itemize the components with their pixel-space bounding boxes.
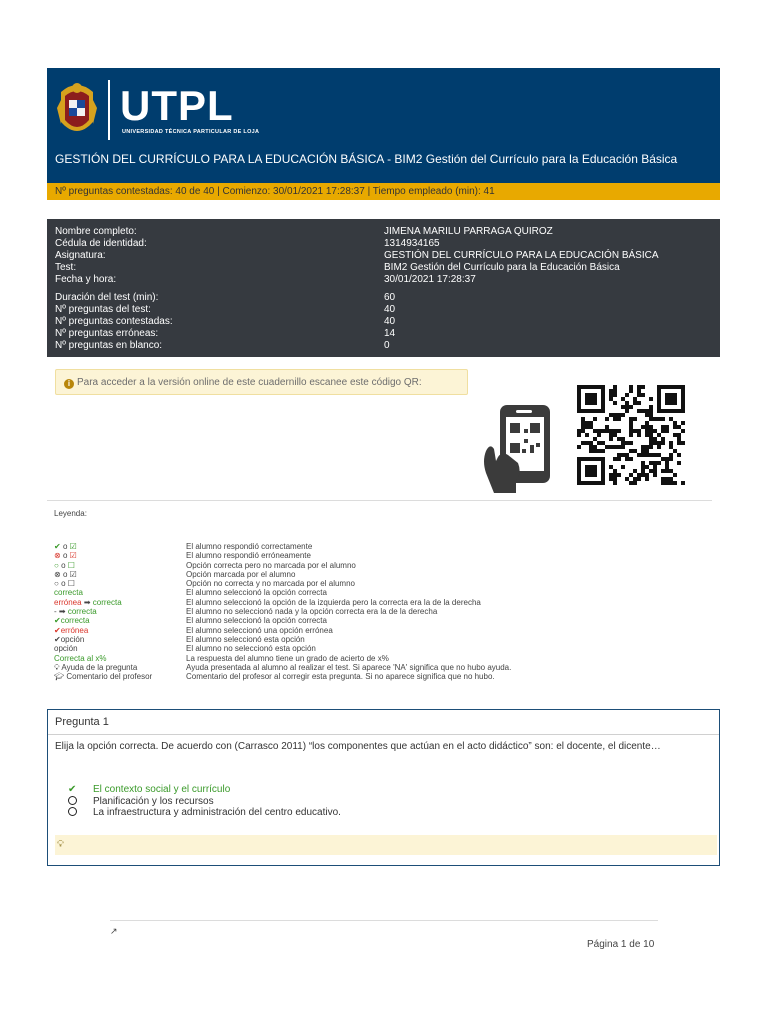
check-circle-icon: ✔	[54, 542, 61, 551]
check-circle-icon: ✔	[68, 784, 77, 795]
legend-row: errónea ➡ correcta El alumno seleccionó la opción de la izquierda pero la correcta era la de la derecha	[54, 597, 481, 607]
circle-outline-icon: ○	[54, 560, 59, 570]
circle-outline-icon	[68, 796, 78, 808]
question-help-bar	[55, 835, 717, 855]
legend-row: - ➡ correcta El alumno no seleccionó nada y la opción correcta era la de la derecha	[54, 607, 438, 617]
page-title: GESTIÓN DEL CURRÍCULO PARA LA EDUCACIÓN BÁSICA - BIM2 Gestión del Currículo para la Educación Básica	[55, 152, 678, 166]
external-link-icon[interactable]: ↗	[110, 926, 118, 936]
logo-divider	[108, 80, 110, 140]
legend-row: 🎓︎ Comentario del profesor Comentario del profesor al corregir esta pregunta. Si no aparece significa que no hubo.	[54, 672, 495, 682]
legend-title: Leyenda:	[54, 509, 87, 518]
summary-row: Test: BIM2 Gestión del Currículo para la Educación Básica	[55, 262, 620, 273]
footer-divider	[110, 920, 658, 921]
legend-row: ⊗ o ☑ El alumno respondió erróneamente	[54, 551, 311, 561]
divider	[47, 500, 712, 501]
circle-outline-icon	[68, 807, 78, 819]
legend-row: ✔correcta El alumno seleccionó la opción correcta	[54, 616, 327, 626]
legend-row: ⊗ o ☑ Opción marcada por el alumno	[54, 569, 296, 579]
check-icon: ✔	[54, 634, 61, 644]
lightbulb-icon: 💡︎	[57, 839, 64, 850]
legend-row: 💡︎ Ayuda de la pregunta Ayuda presentada al alumno al realizar el test. Si aparece 'NA' significa que no hubo ayuda.	[54, 662, 512, 672]
legend-row: opción El alumno no seleccionó esta opción	[54, 644, 316, 654]
logo-subtitle: UNIVERSIDAD TÉCNICA PARTICULAR DE LOJA	[122, 129, 260, 135]
divider	[48, 734, 719, 735]
legend-table	[54, 542, 714, 681]
qr-code-image	[577, 384, 685, 486]
question-card: Pregunta 1 Elija la opción correcta. De acuerdo con (Carrasco 2011) “los componentes que actúan en el acto didáctico” son: el docente, el dicente… ✔ El contexto social y el currículo Planificación y los recursos La infraestructura y administración del centro educativo. 💡︎	[47, 709, 720, 866]
legend-row: ✔ o ☑ El alumno respondió correctamente	[54, 542, 313, 551]
page-number: Página 1 de 10	[587, 939, 655, 950]
legend-row: ○ o ☐ Opción no correcta y no marcada por el alumno	[54, 579, 355, 589]
qr-notice-text: Para acceder a la versión online de este cuadernillo escanee este código QR:	[77, 377, 422, 388]
circle-outline-icon: ○	[54, 579, 59, 589]
summary-row: Asignatura: GESTIÓN DEL CURRÍCULO PARA LA EDUCACIÓN BÁSICA	[55, 250, 659, 261]
student-summary-panel	[47, 219, 720, 357]
check-icon: ✔	[54, 625, 61, 635]
question-title: Pregunta 1	[55, 716, 109, 728]
info-icon: i	[64, 379, 74, 389]
summary-row: Cédula de identidad: 1314934165	[55, 238, 440, 249]
summary-row: Nº preguntas del test: 40	[55, 304, 396, 315]
question-text: Elija la opción correcta. De acuerdo con (Carrasco 2011) “los componentes que actúan en el acto didáctico” son: el docente, el dicente…	[55, 741, 661, 752]
summary-row: Fecha y hora: 30/01/2021 17:28:37	[55, 274, 476, 285]
legend-row: Correcta al x% La respuesta del alumno tiene un grado de acierto de x%	[54, 653, 389, 663]
arrow-right-icon: ➡	[83, 597, 91, 607]
qr-notice	[55, 369, 468, 395]
header-banner	[47, 68, 720, 183]
legend-row: correcta El alumno seleccionó la opción correcta	[54, 588, 327, 598]
summary-row: Nº preguntas erróneas: 14	[55, 328, 396, 339]
summary-row: Duración del test (min): 60	[55, 292, 396, 303]
logo-wordmark: UTPL	[120, 82, 234, 129]
square-outline-icon: ☐	[67, 560, 75, 570]
summary-row: Nombre completo: JIMENA MARILU PARRAGA QUIROZ	[55, 226, 553, 237]
phone-scan-icon	[480, 403, 555, 495]
summary-row: Nº preguntas contestadas: 40	[55, 316, 396, 327]
lightbulb-icon: 💡︎	[54, 662, 60, 672]
university-crest-icon	[55, 78, 99, 144]
legend-row: ✔opción El alumno seleccionó esta opción	[54, 634, 305, 644]
square-outline-icon: ☐	[67, 579, 75, 589]
legend-row: ✔errónea El alumno seleccionó una opción errónea	[54, 625, 333, 635]
report-page	[47, 68, 720, 850]
summary-row: Nº preguntas en blanco: 0	[55, 340, 390, 351]
cross-circle-icon: ⊗	[54, 569, 61, 579]
check-square-icon: ☑	[69, 542, 77, 551]
legend-row: ○ o ☐ Opción correcta pero no marcada por el alumno	[54, 560, 356, 570]
check-icon: ✔	[54, 616, 61, 626]
graduation-cap-icon: 🎓︎	[54, 672, 65, 682]
check-square-icon: ☑	[69, 569, 77, 579]
check-square-icon: ☑	[69, 551, 77, 561]
cross-circle-icon: ⊗	[54, 551, 61, 561]
test-info-bar: Nº preguntas contestadas: 40 de 40 | Comienzo: 30/01/2021 17:28:37 | Tiempo empleado (min): 41	[47, 183, 720, 200]
arrow-right-icon: ➡	[58, 607, 66, 617]
